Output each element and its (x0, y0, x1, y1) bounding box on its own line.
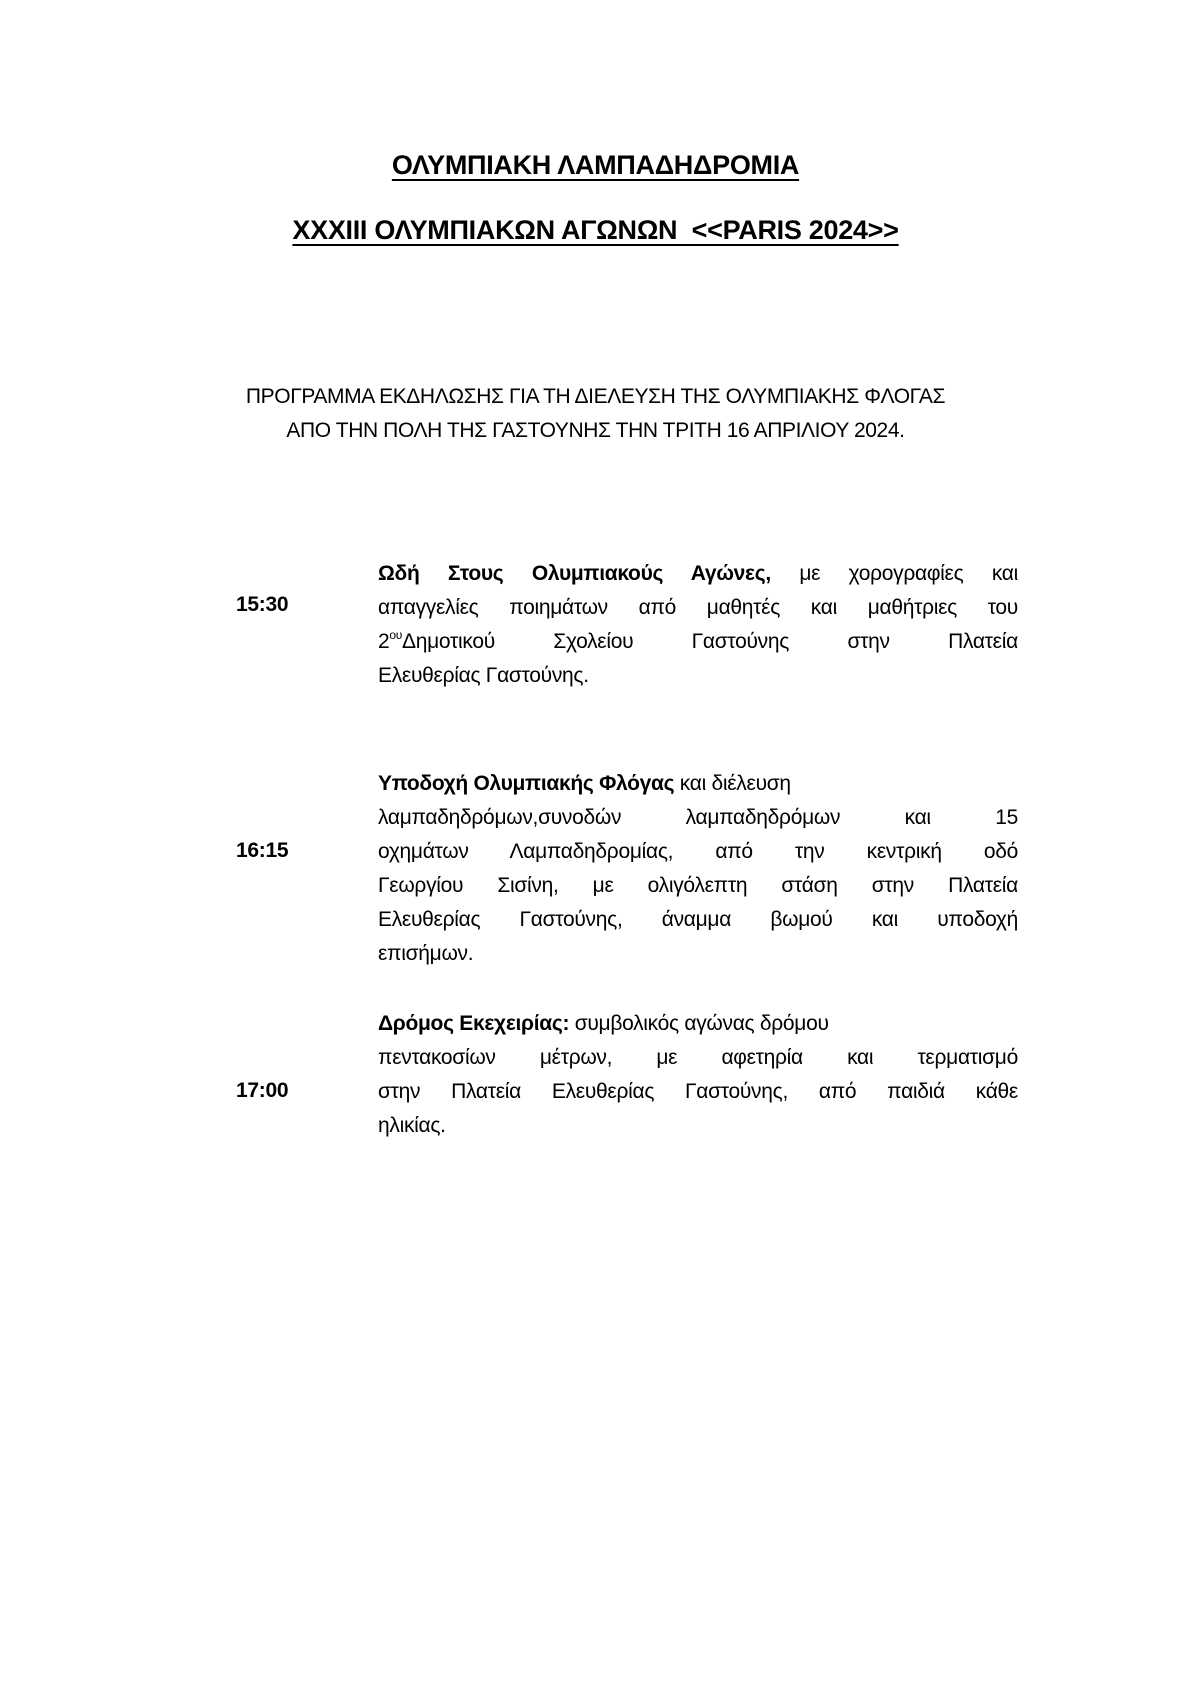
ordinal-number: 2 (378, 630, 390, 653)
event-description (378, 767, 1018, 971)
event-line: οχημάτων Λαμπαδηδρομίας, από την κεντρική οδό (378, 840, 1018, 863)
event-line: πεντακοσίων μέτρων, με αφετηρία και τερματισμό (378, 1046, 1018, 1069)
event-line: Γεωργίου Σισίνη, με ολιγόλεπτη στάση στην Πλατεία (378, 874, 1018, 897)
document-title: ΟΛΥΜΠΙΑΚΗ ΛΑΜΠΑΔΗΔΡΟΜΙΑ (391, 150, 800, 180)
event-line-text: Δημοτικού (402, 630, 495, 653)
event-line: Ελευθερίας Γαστούνης, άναμμα βωμού και υποδοχή (378, 908, 1018, 931)
program-heading-line-2: ΑΠΟ ΤΗΝ ΠΟΛΗ ΤΗΣ ΓΑΣΤΟΥΝΗΣ ΤΗΝ ΤΡΙΤΗ 16 ΑΠΡΙΛΙΟΥ 2024. (286, 419, 905, 442)
document-subtitle-event: XXXIII ΟΛΥΜΠΙΑΚΩΝ ΑΓΩΝΩΝ <<PARIS 2024>> (292, 215, 899, 245)
word: Πλατεία (948, 630, 1018, 653)
event-line: απαγγελίες ποιημάτων από μαθητές και μαθήτριες του (378, 596, 1018, 619)
word: Γαστούνης (691, 630, 790, 653)
event-line: Ελευθερίας Γαστούνης. (378, 664, 589, 687)
event-line: επισήμων. (378, 942, 474, 965)
ordinal-suffix: ου (389, 628, 403, 642)
event-lead-rest: και διέλευση (674, 772, 791, 795)
event-time: 17:00 (236, 1079, 289, 1102)
event-line: λαμπαδηδρόμων,συνοδών λαμπαδηδρόμων και 15 (378, 806, 1018, 829)
event-description (378, 557, 1018, 693)
program-heading-line-1: ΠΡΟΓΡΑΜΜΑ ΕΚΔΗΛΩΣΗΣ ΓΙΑ ΤΗ ΔΙΕΛΕΥΣΗ ΤΗΣ ΟΛΥΜΠΙΑΚΗΣ ΦΛΟΓΑΣ (245, 385, 946, 408)
event-lead: Δρόμος Εκεχειρίας: (378, 1012, 570, 1035)
event-lead-rest: συμβολικός αγώνας δρόμου (569, 1012, 829, 1035)
event-time: 15:30 (236, 593, 289, 616)
event-lead: Υποδοχή Ολυμπιακής Φλόγας (378, 772, 675, 795)
word: Σχολείου (553, 630, 634, 653)
event-line (378, 625, 1018, 659)
event-lead-rest: με χορογραφίες και (770, 562, 1018, 585)
event-time: 16:15 (236, 839, 289, 862)
event-description (378, 1007, 1018, 1143)
event-line: ηλικίας. (378, 1114, 446, 1137)
event-line: στην Πλατεία Ελευθερίας Γαστούνης, από παιδιά κάθε (378, 1080, 1018, 1103)
word: στην (847, 630, 890, 653)
event-lead: Ωδή Στους Ολυμπιακούς Αγώνες, (378, 562, 771, 585)
